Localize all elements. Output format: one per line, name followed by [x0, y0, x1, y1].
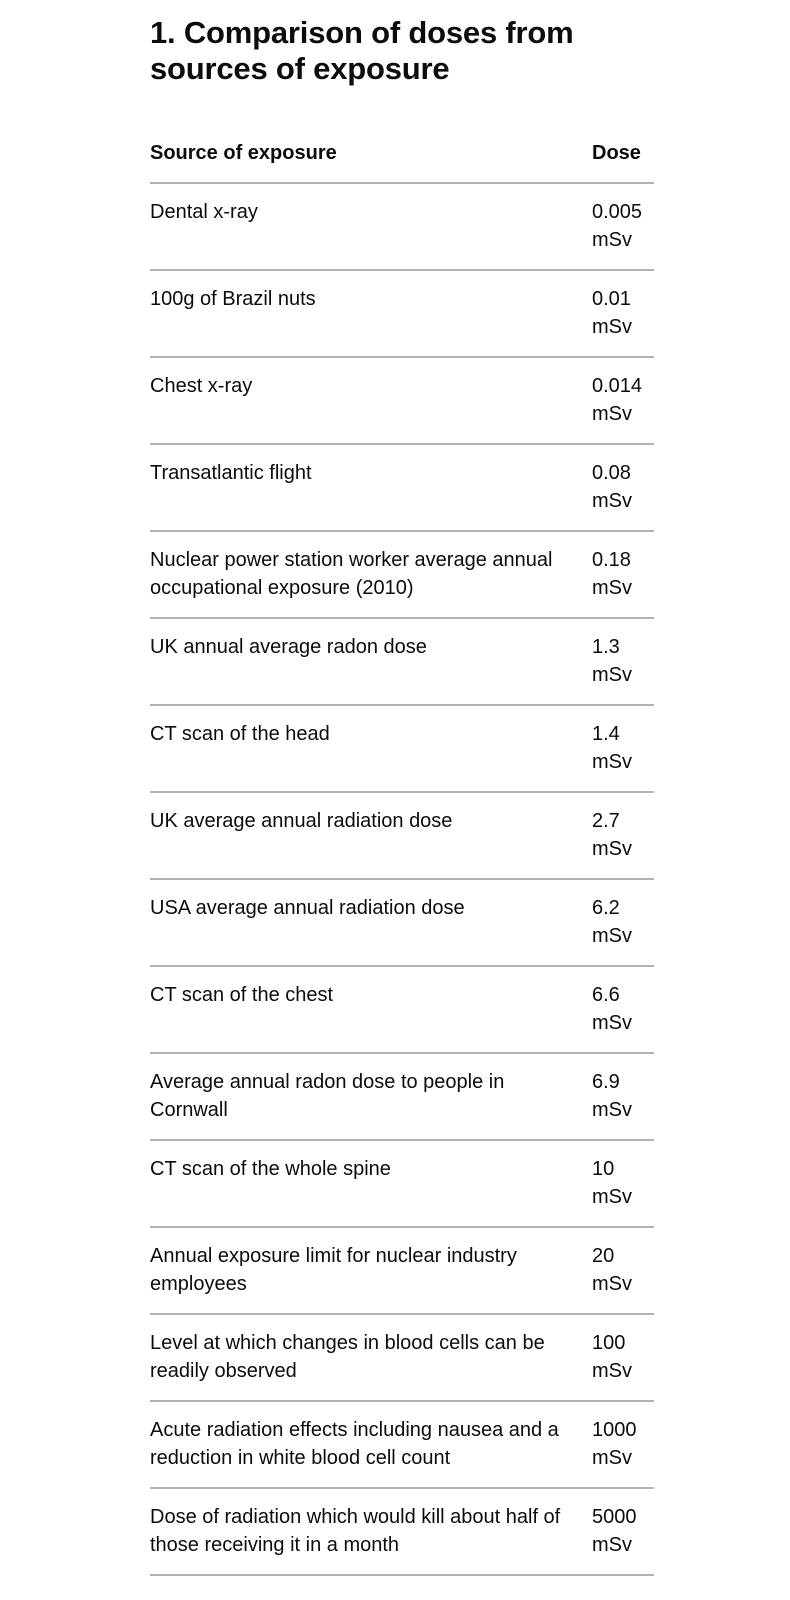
dose-unit: mSv [592, 664, 632, 686]
dose-cell [592, 618, 654, 705]
dose-unit: mSv [592, 1186, 632, 1208]
table-row [150, 1401, 654, 1488]
dose-value: 1.4 [592, 723, 620, 745]
dose-value: 1.3 [592, 636, 620, 658]
column-header-source: Source of exposure [150, 139, 592, 183]
source-cell: UK annual average radon dose [150, 618, 592, 705]
dose-unit: mSv [592, 490, 632, 512]
dose-unit: mSv [592, 1012, 632, 1034]
dose-value: 1000 [592, 1419, 637, 1441]
dose-cell [592, 705, 654, 792]
table-row [150, 705, 654, 792]
source-cell: Transatlantic flight [150, 444, 592, 531]
dose-unit: mSv [592, 403, 632, 425]
dose-unit: mSv [592, 1273, 632, 1295]
dose-value: 5000 [592, 1506, 637, 1528]
dose-unit: mSv [592, 229, 632, 251]
dose-cell [592, 1227, 654, 1314]
dose-value: 0.01 [592, 288, 631, 310]
dose-cell [592, 1401, 654, 1488]
dose-cell [592, 792, 654, 879]
source-cell: Dose of radiation which would kill about half of those receiving it in a month [150, 1488, 592, 1575]
source-cell: CT scan of the head [150, 705, 592, 792]
dose-value: 0.014 [592, 375, 643, 397]
dose-unit: mSv [592, 1360, 632, 1382]
dose-unit: mSv [592, 1447, 632, 1469]
dose-unit: mSv [592, 925, 632, 947]
dose-cell [592, 183, 654, 270]
source-cell: UK average annual radiation dose [150, 792, 592, 879]
dose-cell [592, 1488, 654, 1575]
table-row [150, 444, 654, 531]
source-cell: Level at which changes in blood cells can be readily observed [150, 1314, 592, 1401]
dose-cell [592, 444, 654, 531]
dose-value: 0.18 [592, 549, 631, 571]
table-row [150, 1488, 654, 1575]
table-row [150, 792, 654, 879]
dose-cell [592, 270, 654, 357]
table-row [150, 183, 654, 270]
dose-unit: mSv [592, 1534, 632, 1556]
dose-cell [592, 531, 654, 618]
source-cell: USA average annual radiation dose [150, 879, 592, 966]
dose-value: 20 [592, 1245, 615, 1267]
dose-unit: mSv [592, 751, 632, 773]
dose-value: 10 [592, 1158, 615, 1180]
source-cell: CT scan of the chest [150, 966, 592, 1053]
source-cell: Average annual radon dose to people in Cornwall [150, 1053, 592, 1140]
table-row [150, 357, 654, 444]
table-row [150, 1140, 654, 1227]
dose-value: 0.005 [592, 201, 643, 223]
table-row [150, 531, 654, 618]
dose-unit: mSv [592, 577, 632, 599]
dose-cell [592, 1314, 654, 1401]
dose-unit: mSv [592, 838, 632, 860]
dose-cell [592, 357, 654, 444]
main-content [150, 0, 654, 1576]
dose-value: 6.6 [592, 984, 620, 1006]
column-header-dose: Dose [592, 139, 654, 183]
source-cell: 100g of Brazil nuts [150, 270, 592, 357]
table-row [150, 1053, 654, 1140]
table-row [150, 1314, 654, 1401]
table-row [150, 966, 654, 1053]
source-cell: Dental x-ray [150, 183, 592, 270]
dose-value: 100 [592, 1332, 626, 1354]
dose-value: 6.9 [592, 1071, 620, 1093]
dose-cell [592, 1140, 654, 1227]
dose-value: 6.2 [592, 897, 620, 919]
table-header-row [150, 139, 654, 183]
table-row [150, 879, 654, 966]
table-row [150, 270, 654, 357]
dose-value: 2.7 [592, 810, 620, 832]
table-row [150, 1227, 654, 1314]
source-cell: Nuclear power station worker average annual occupational exposure (2010) [150, 531, 592, 618]
dose-cell [592, 879, 654, 966]
dose-unit: mSv [592, 1099, 632, 1121]
table-row [150, 618, 654, 705]
dose-unit: mSv [592, 316, 632, 338]
source-cell: Annual exposure limit for nuclear industry employees [150, 1227, 592, 1314]
page-title: 1. Comparison of doses from sources of exposure [150, 15, 574, 86]
dose-cell [592, 1053, 654, 1140]
dose-cell [592, 966, 654, 1053]
source-cell: CT scan of the whole spine [150, 1140, 592, 1227]
source-cell: Chest x-ray [150, 357, 592, 444]
source-cell: Acute radiation effects including nausea and a reduction in white blood cell count [150, 1401, 592, 1488]
dose-value: 0.08 [592, 462, 631, 484]
dose-comparison-table [150, 139, 654, 1576]
